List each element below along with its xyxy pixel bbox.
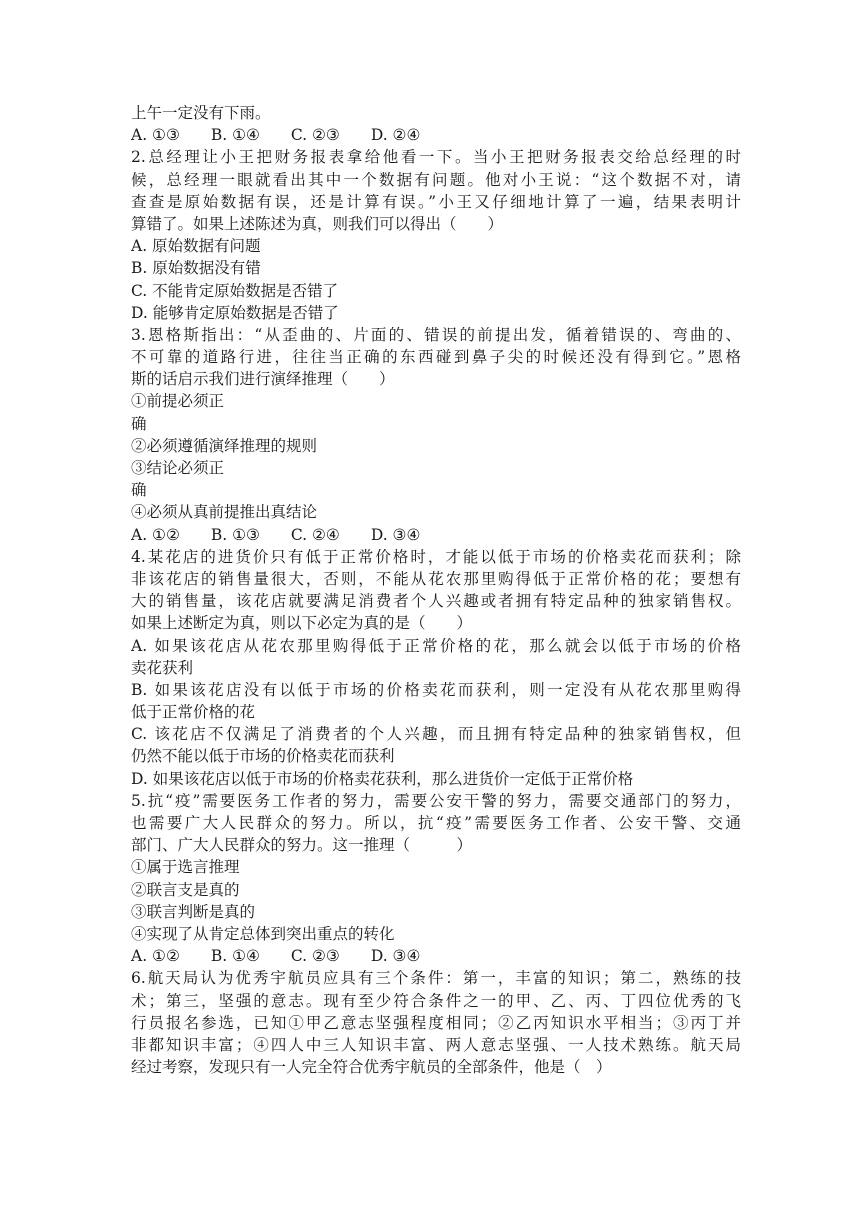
statement-2: ②必须遵循演绎推理的规则 xyxy=(131,436,318,455)
question-3-text: 不可靠的道路行进，往往当正确的东西碰到鼻子尖的时候还没有得到它。”恩格 xyxy=(131,348,741,367)
option-c: C. 该花店不仅满足了消费者的个人兴趣，而且拥有特定品种的独家销售权，但 xyxy=(131,725,741,744)
question-2-text: 查查是原始数据有误，还是计算有误。”小王又仔细地计算了一遍，结果表明计 xyxy=(131,192,741,211)
question-4-text: 大的销售量，该花店就要满足消费者个人兴趣或者拥有特定品种的独家销售权。 xyxy=(131,592,741,611)
statement-1: ①属于选言推理 xyxy=(131,858,240,877)
question-6-text: 经过考察，发现只有一人完全符合优秀宇航员的全部条件，他是（ ） xyxy=(131,1058,612,1077)
question-4-text: 如果上述断定为真，则以下必定为真的是（ ） xyxy=(131,614,473,633)
text-line: 上午一定没有下雨。 xyxy=(131,104,271,122)
answer-options: A. ①③ B. ①④ C. ②③ D. ②④ xyxy=(131,126,421,145)
option-a: A. 原始数据有问题 xyxy=(131,237,261,256)
question-6-text: 6.航天局认为优秀宇航员应具有三个条件：第一，丰富的知识；第二，熟练的技 xyxy=(131,969,741,988)
statement-1: 确 xyxy=(131,414,147,433)
option-d: D. 能够肯定原始数据是否错了 xyxy=(131,303,339,322)
question-6-text: 术；第三，坚强的意志。现有至少符合条件之一的甲、乙、丙、丁四位优秀的飞 xyxy=(131,991,741,1010)
question-3-text: 斯的话启示我们进行演绎推理（ ） xyxy=(131,370,395,389)
option-a: 卖花获利 xyxy=(131,658,194,677)
statement-3: 确 xyxy=(131,481,147,500)
option-b: 低于正常价格的花 xyxy=(131,703,256,722)
question-3-text: 3.恩格斯指出：“从歪曲的、片面的、错误的前提出发，循着错误的、弯曲的、 xyxy=(131,325,741,344)
answer-options: A. ①② B. ①④ C. ②③ D. ③④ xyxy=(131,947,421,966)
statement-4: ④必须从真前提推出真结论 xyxy=(131,503,318,522)
question-4-text: 4.某花店的进货价只有低于正常价格时，才能以低于市场的价格卖花而获利；除 xyxy=(131,547,741,566)
question-5-text: 部门、广大人民群众的努力。这一推理（ ） xyxy=(131,836,473,855)
option-c: 仍然不能以低于市场的价格卖花而获利 xyxy=(131,747,395,766)
statement-3: ③结论必须正 xyxy=(131,459,225,477)
document-page xyxy=(131,102,741,1078)
option-a: A. 如果该花店从花农那里购得低于正常价格的花，那么就会以低于市场的价格 xyxy=(131,636,741,655)
question-2-text: 算错了。如果上述陈述为真，则我们可以得出（ ） xyxy=(131,214,504,233)
option-c: C. 不能肯定原始数据是否错了 xyxy=(131,281,339,300)
statement-3: ③联言判断是真的 xyxy=(131,902,256,921)
answer-options: A. ①② B. ①③ C. ②④ D. ③④ xyxy=(131,525,421,544)
question-4-text: 非该花店的销售量很大，否则，不能从花农那里购得低于正常价格的花；要想有 xyxy=(131,569,741,588)
option-d: D. 如果该花店以低于市场的价格卖花获利，那么进货价一定低于正常价格 xyxy=(131,769,634,788)
option-b: B. 原始数据没有错 xyxy=(131,259,261,278)
option-b: B. 如果该花店没有以低于市场的价格卖花而获利，则一定没有从花农那里购得 xyxy=(131,680,741,699)
statement-4: ④实现了从肯定总体到突出重点的转化 xyxy=(131,924,395,943)
question-2-text: 2.总经理让小王把财务报表拿给他看一下。当小王把财务报表交给总经理的时 xyxy=(131,148,741,167)
question-6-text: 非都知识丰富；④四人中三人知识丰富、两人意志坚强、一人技术熟练。航天局 xyxy=(131,1035,741,1054)
question-5-text: 5.抗“疫”需要医务工作者的努力，需要公安干警的努力，需要交通部门的努力， xyxy=(131,791,741,810)
statement-2: ②联言支是真的 xyxy=(131,880,240,899)
question-5-text: 也需要广大人民群众的努力。所以，抗“疫”需要医务工作者、公安干警、交通 xyxy=(131,814,741,832)
statement-1: ①前提必须正 xyxy=(131,392,225,411)
question-2-text: 候，总经理一眼就看出其中一个数据有问题。他对小王说：“这个数据不对，请 xyxy=(131,170,741,189)
question-6-text: 行员报名参选，已知①甲乙意志坚强程度相同；②乙丙知识水平相当；③丙丁并 xyxy=(131,1013,741,1032)
